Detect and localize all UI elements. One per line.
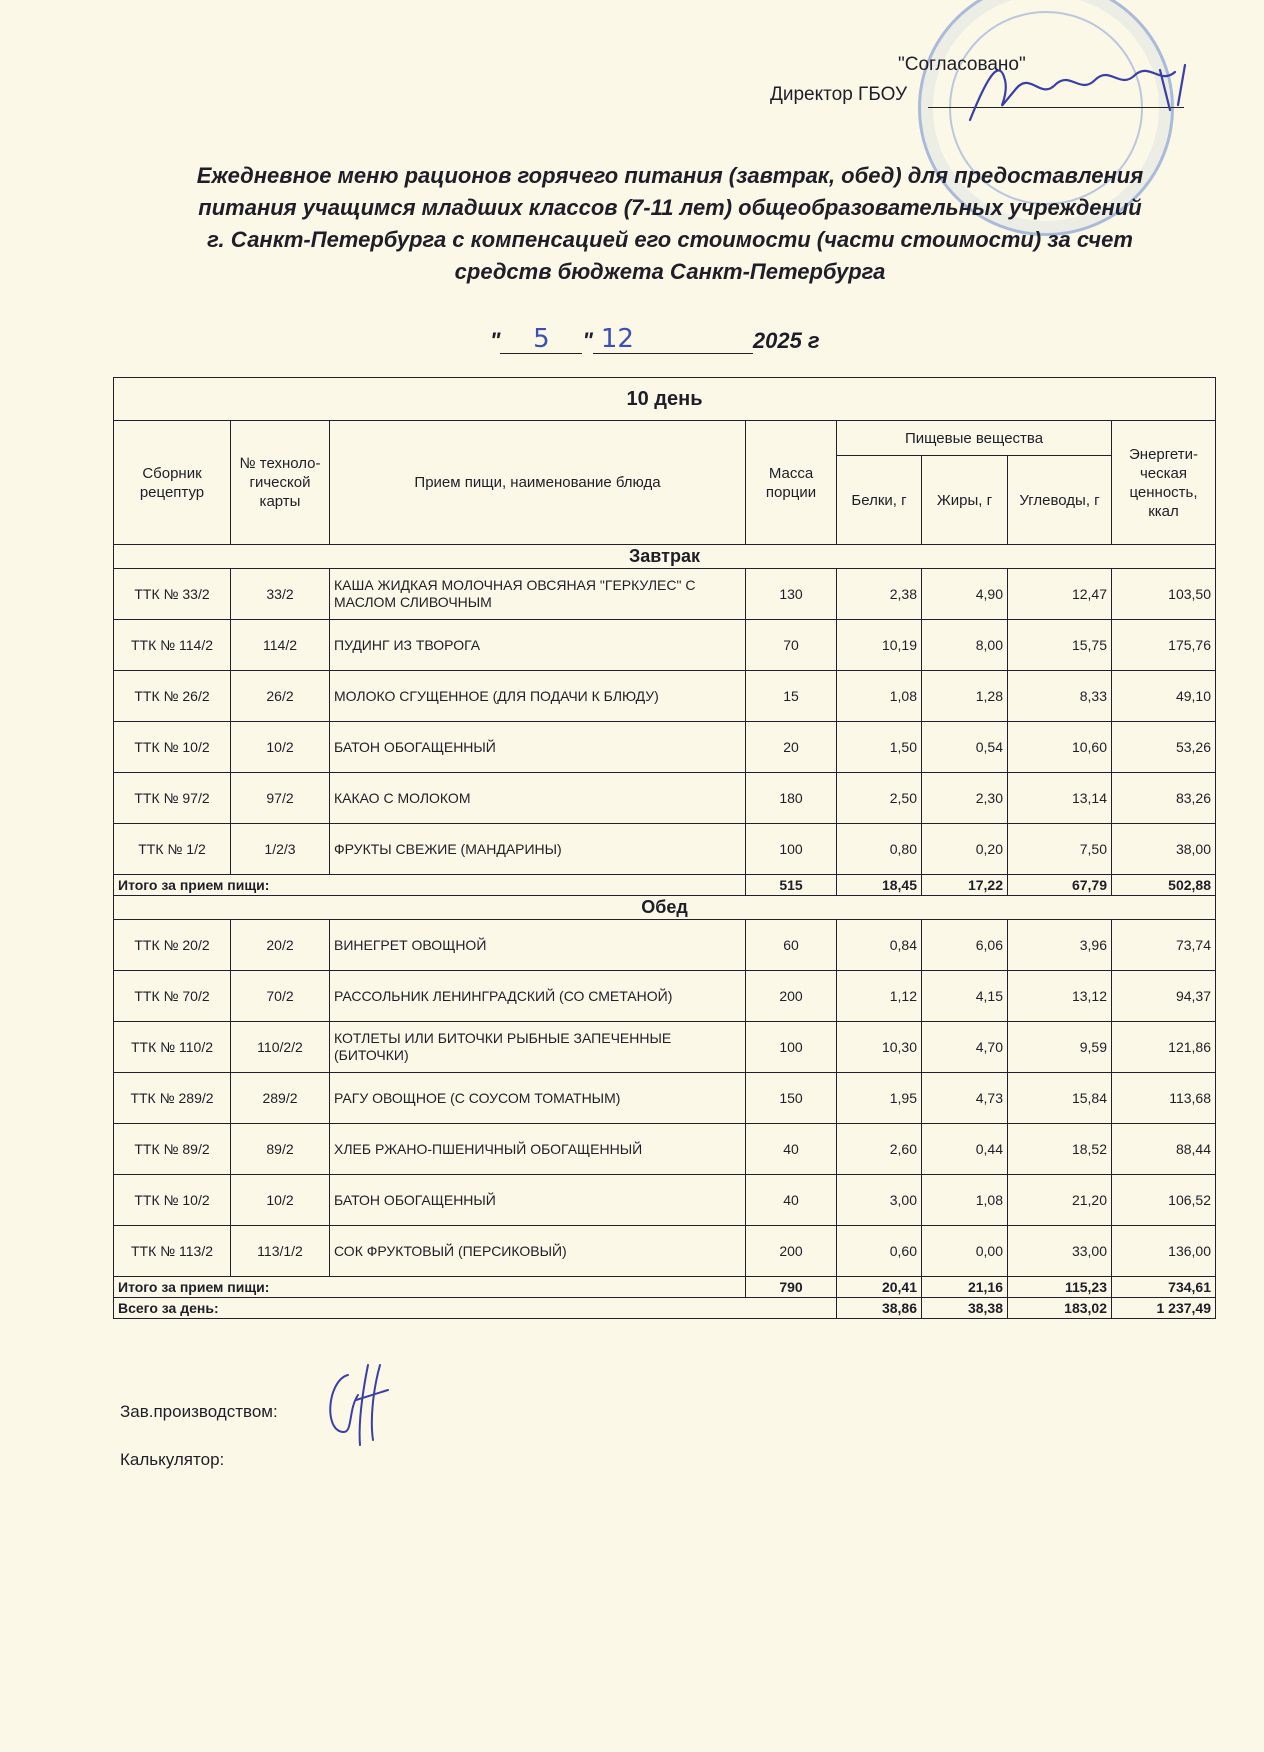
cell-dish: ХЛЕБ РЖАНО-ПШЕНИЧНЫЙ ОБОГАЩЕННЫЙ (330, 1124, 746, 1175)
cell-protein: 1,50 (837, 722, 922, 773)
header-dish: Прием пищи, наименование блюда (330, 421, 746, 545)
header-protein: Белки, г (837, 456, 922, 545)
total-carbs: 115,23 (1008, 1277, 1112, 1298)
cell-carbs: 9,59 (1008, 1022, 1112, 1073)
date-day-field[interactable]: 5 (500, 325, 582, 354)
date-open-quote: " (490, 328, 501, 353)
table-row (114, 569, 1216, 620)
table-row (114, 1175, 1216, 1226)
table-row (114, 971, 1216, 1022)
table-row (114, 1073, 1216, 1124)
cell-protein: 1,12 (837, 971, 922, 1022)
cell-carbs: 33,00 (1008, 1226, 1112, 1277)
day-total-energy: 1 237,49 (1112, 1298, 1216, 1319)
cell-energy: 103,50 (1112, 569, 1216, 620)
date-year: 2025 г (752, 328, 820, 353)
breakfast-total-row (114, 875, 1216, 896)
cell-collection: ТТК № 10/2 (114, 1175, 231, 1226)
table-row (114, 1226, 1216, 1277)
cell-card: 26/2 (231, 671, 330, 722)
lunch-total-row (114, 1277, 1216, 1298)
cell-carbs: 18,52 (1008, 1124, 1112, 1175)
cell-protein: 1,95 (837, 1073, 922, 1124)
calculator-label: Калькулятор: (120, 1450, 225, 1469)
cell-protein: 1,08 (837, 671, 922, 722)
cell-mass: 180 (746, 773, 837, 824)
cell-energy: 113,68 (1112, 1073, 1216, 1124)
total-fat: 21,16 (922, 1277, 1008, 1298)
cell-mass: 70 (746, 620, 837, 671)
cell-collection: ТТК № 10/2 (114, 722, 231, 773)
cell-dish: КОТЛЕТЫ ИЛИ БИТОЧКИ РЫБНЫЕ ЗАПЕЧЕННЫЕ (БИТОЧКИ) (330, 1022, 746, 1073)
cell-fat: 2,30 (922, 773, 1008, 824)
cell-energy: 53,26 (1112, 722, 1216, 773)
document-date (490, 325, 820, 354)
header-nutrients: Пищевые вещества (837, 421, 1112, 456)
cell-collection: ТТК № 89/2 (114, 1124, 231, 1175)
cell-mass: 130 (746, 569, 837, 620)
document-title (120, 160, 1220, 288)
cell-collection: ТТК № 33/2 (114, 569, 231, 620)
cell-mass: 100 (746, 824, 837, 875)
cell-mass: 40 (746, 1175, 837, 1226)
table-row (114, 824, 1216, 875)
cell-dish: КАКАО С МОЛОКОМ (330, 773, 746, 824)
cell-energy: 83,26 (1112, 773, 1216, 824)
total-label: Итого за прием пищи: (114, 875, 746, 896)
cell-carbs: 15,84 (1008, 1073, 1112, 1124)
cell-fat: 1,28 (922, 671, 1008, 722)
cell-fat: 0,00 (922, 1226, 1008, 1277)
cell-energy: 136,00 (1112, 1226, 1216, 1277)
day-total-row (114, 1298, 1216, 1319)
cell-protein: 3,00 (837, 1175, 922, 1226)
approval-director-label: Директор ГБОУ (770, 84, 908, 105)
cell-card: 114/2 (231, 620, 330, 671)
cell-protein: 2,50 (837, 773, 922, 824)
cell-carbs: 8,33 (1008, 671, 1112, 722)
total-fat: 17,22 (922, 875, 1008, 896)
cell-dish: БАТОН ОБОГАЩЕННЫЙ (330, 722, 746, 773)
cell-collection: ТТК № 289/2 (114, 1073, 231, 1124)
cell-mass: 20 (746, 722, 837, 773)
cell-collection: ТТК № 113/2 (114, 1226, 231, 1277)
cell-carbs: 13,12 (1008, 971, 1112, 1022)
cell-fat: 0,54 (922, 722, 1008, 773)
cell-mass: 200 (746, 971, 837, 1022)
cell-fat: 8,00 (922, 620, 1008, 671)
cell-mass: 200 (746, 1226, 837, 1277)
cell-carbs: 21,20 (1008, 1175, 1112, 1226)
table-row (114, 671, 1216, 722)
cell-dish: ПУДИНГ ИЗ ТВОРОГА (330, 620, 746, 671)
cell-fat: 6,06 (922, 920, 1008, 971)
cell-card: 10/2 (231, 722, 330, 773)
cell-card: 97/2 (231, 773, 330, 824)
cell-energy: 94,37 (1112, 971, 1216, 1022)
total-energy: 734,61 (1112, 1277, 1216, 1298)
day-total-label: Всего за день: (114, 1298, 837, 1319)
cell-card: 289/2 (231, 1073, 330, 1124)
cell-protein: 10,19 (837, 620, 922, 671)
day-total-carbs: 183,02 (1008, 1298, 1112, 1319)
cell-energy: 175,76 (1112, 620, 1216, 671)
header-energy: Энергети-ческая ценность, ккал (1112, 421, 1216, 545)
cell-protein: 0,84 (837, 920, 922, 971)
cell-collection: ТТК № 20/2 (114, 920, 231, 971)
cell-energy: 49,10 (1112, 671, 1216, 722)
total-mass: 790 (746, 1277, 837, 1298)
cell-fat: 0,44 (922, 1124, 1008, 1175)
cell-dish: ФРУКТЫ СВЕЖИЕ (МАНДАРИНЫ) (330, 824, 746, 875)
cell-mass: 15 (746, 671, 837, 722)
cell-collection: ТТК № 26/2 (114, 671, 231, 722)
table-row (114, 620, 1216, 671)
total-protein: 18,45 (837, 875, 922, 896)
cell-card: 89/2 (231, 1124, 330, 1175)
cell-card: 110/2/2 (231, 1022, 330, 1073)
cell-carbs: 10,60 (1008, 722, 1112, 773)
cell-dish: БАТОН ОБОГАЩЕННЫЙ (330, 1175, 746, 1226)
production-head-label: Зав.производством: (120, 1402, 278, 1421)
day-total-fat: 38,38 (922, 1298, 1008, 1319)
header-tech-card: № техноло-гической карты (231, 421, 330, 545)
cell-protein: 0,80 (837, 824, 922, 875)
cell-carbs: 3,96 (1008, 920, 1112, 971)
day-label: 10 день (114, 378, 1216, 421)
cell-dish: МОЛОКО СГУЩЕННОЕ (ДЛЯ ПОДАЧИ К БЛЮДУ) (330, 671, 746, 722)
approval-agreed-label: "Согласовано" (898, 54, 1026, 75)
cell-dish: РАГУ ОВОЩНОЕ (С СОУСОМ ТОМАТНЫМ) (330, 1073, 746, 1124)
cell-card: 33/2 (231, 569, 330, 620)
production-head-signature-icon (318, 1360, 398, 1450)
cell-card: 10/2 (231, 1175, 330, 1226)
menu-table (113, 377, 1216, 1319)
cell-energy: 121,86 (1112, 1022, 1216, 1073)
cell-card: 1/2/3 (231, 824, 330, 875)
table-row (114, 1124, 1216, 1175)
title-line-3: г. Санкт-Петербурга с компенсацией его стоимости (части стоимости) за счет (207, 227, 1133, 252)
header-fat: Жиры, г (922, 456, 1008, 545)
cell-dish: ВИНЕГРЕТ ОВОЩНОЙ (330, 920, 746, 971)
cell-dish: РАССОЛЬНИК ЛЕНИНГРАДСКИЙ (СО СМЕТАНОЙ) (330, 971, 746, 1022)
total-protein: 20,41 (837, 1277, 922, 1298)
header-collection: Сборник рецептур (114, 421, 231, 545)
total-label: Итого за прием пищи: (114, 1277, 746, 1298)
cell-card: 20/2 (231, 920, 330, 971)
cell-energy: 88,44 (1112, 1124, 1216, 1175)
cell-mass: 40 (746, 1124, 837, 1175)
title-line-1: Ежедневное меню рационов горячего питания (завтрак, обед) для предоставления (196, 163, 1144, 188)
cell-mass: 100 (746, 1022, 837, 1073)
cell-protein: 0,60 (837, 1226, 922, 1277)
day-total-protein: 38,86 (837, 1298, 922, 1319)
cell-collection: ТТК № 97/2 (114, 773, 231, 824)
section-breakfast: Завтрак (114, 545, 1216, 569)
cell-fat: 1,08 (922, 1175, 1008, 1226)
cell-fat: 4,73 (922, 1073, 1008, 1124)
cell-mass: 150 (746, 1073, 837, 1124)
cell-dish: СОК ФРУКТОВЫЙ (ПЕРСИКОВЫЙ) (330, 1226, 746, 1277)
title-line-2: питания учащимся младших классов (7-11 лет) общеобразовательных учреждений (198, 195, 1142, 220)
cell-card: 113/1/2 (231, 1226, 330, 1277)
cell-protein: 2,60 (837, 1124, 922, 1175)
cell-card: 70/2 (231, 971, 330, 1022)
table-row (114, 1022, 1216, 1073)
total-carbs: 67,79 (1008, 875, 1112, 896)
cell-collection: ТТК № 1/2 (114, 824, 231, 875)
cell-energy: 73,74 (1112, 920, 1216, 971)
cell-energy: 38,00 (1112, 824, 1216, 875)
date-close-quote: " (582, 328, 593, 353)
cell-protein: 2,38 (837, 569, 922, 620)
total-mass: 515 (746, 875, 837, 896)
cell-collection: ТТК № 114/2 (114, 620, 231, 671)
cell-fat: 4,90 (922, 569, 1008, 620)
section-lunch: Обед (114, 896, 1216, 920)
cell-fat: 4,15 (922, 971, 1008, 1022)
cell-mass: 60 (746, 920, 837, 971)
table-row (114, 920, 1216, 971)
cell-carbs: 15,75 (1008, 620, 1112, 671)
date-month-field[interactable]: 12 (593, 325, 753, 354)
header-mass: Масса порции (746, 421, 837, 545)
header-carbs: Углеводы, г (1008, 456, 1112, 545)
cell-dish: КАША ЖИДКАЯ МОЛОЧНАЯ ОВСЯНАЯ "ГЕРКУЛЕС" С МАСЛОМ СЛИВОЧНЫМ (330, 569, 746, 620)
cell-carbs: 7,50 (1008, 824, 1112, 875)
cell-fat: 0,20 (922, 824, 1008, 875)
cell-energy: 106,52 (1112, 1175, 1216, 1226)
table-row (114, 722, 1216, 773)
cell-carbs: 13,14 (1008, 773, 1112, 824)
total-energy: 502,88 (1112, 875, 1216, 896)
director-signature-icon (960, 50, 1200, 130)
cell-collection: ТТК № 110/2 (114, 1022, 231, 1073)
cell-protein: 10,30 (837, 1022, 922, 1073)
table-row (114, 773, 1216, 824)
cell-carbs: 12,47 (1008, 569, 1112, 620)
title-line-4: средств бюджета Санкт-Петербурга (454, 259, 886, 284)
cell-collection: ТТК № 70/2 (114, 971, 231, 1022)
cell-fat: 4,70 (922, 1022, 1008, 1073)
